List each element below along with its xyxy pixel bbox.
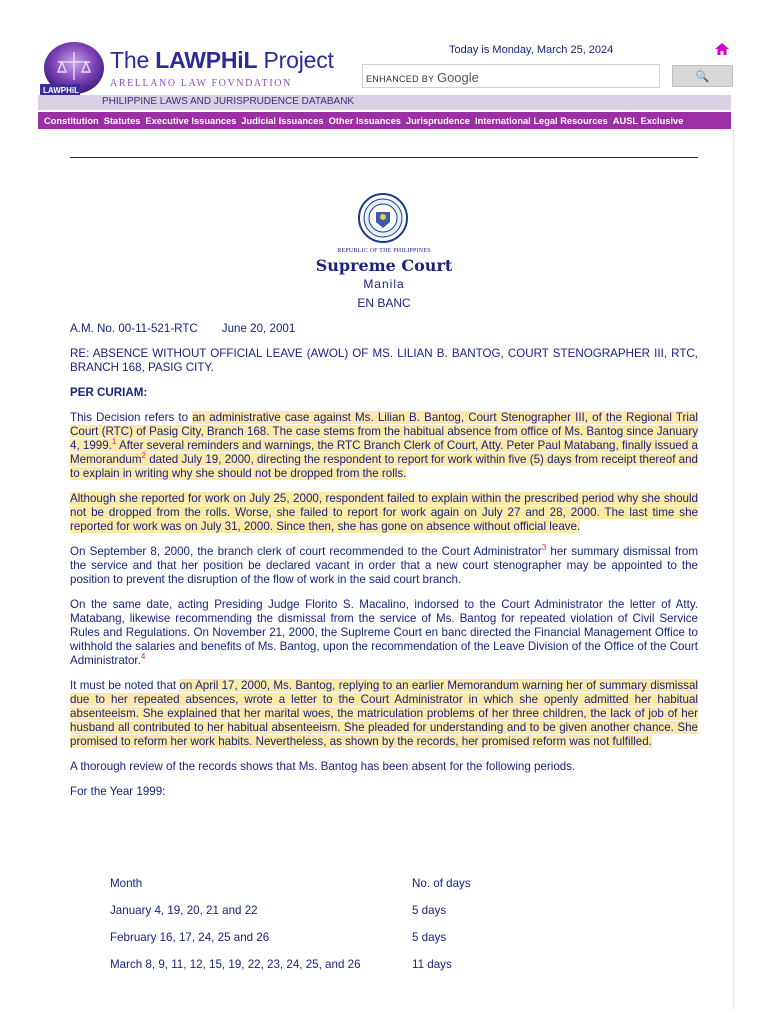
nav-statutes[interactable]: Statutes [103,115,141,126]
divider-rule [70,157,698,158]
p1-text-a: This Decision refers to [70,411,193,424]
footnote-4-link[interactable]: 4 [140,652,146,662]
case-title: RE: ABSENCE WITHOUT OFFICIAL LEAVE (AWOL) OF MS. LILIAN B. BANTOG, COURT STENOGRAPHER III, RTC, BRANCH 168, PASIG CITY. [70,347,698,374]
paragraph-5 [70,679,698,749]
p1-text-f: for [431,453,445,466]
foundation-name: ARELLANO LAW FOVNDATION [110,78,292,89]
today-date: Today is Monday, March 25, 2024 [449,44,614,56]
row-month: March 8, 9, 11, 12, 15, 19, 22, 23, 24, 25, and 26 [110,958,361,971]
p3-text-b: her summary dismissal from the service and that her position be declared vacant in order that a new court stenographer may be appointed to the position to prevent the disruption of the flow of work in the said court branch. [70,545,699,586]
p5-highlight: on April 17, 2000, Ms. Bantog, replying to an earlier Memorandum warning her of summary dismissal due to her repeated absences, wrote a letter to the Court Administrator in which she openly admitted her habitual absenteeism. She explained that her marital woes, the matriculation problems of her three children, the lack of job of her husband all contributed to her habitual absenteeism. She pleaded for understanding and to be given another chance. She promised to reform her work habits. Nevertheless, as shown by the records, her promised reform was not fulfilled. [70,679,698,748]
google-label: Google [436,70,479,85]
brand-prefix: The [110,47,156,73]
home-icon[interactable] [714,42,730,56]
supreme-court-seal-icon [357,192,409,244]
p1-text-d: After several reminders and warnings, the RTC Branch Clerk of Court, Atty. Peter Paul Matabang, finally issued a Memorandum [70,439,699,466]
header-days: No. of days [412,877,471,890]
court-division: EN BANC [357,296,411,310]
p4-text-a: On the same date, acting Presiding Judge Florito S. Macalino, indorsed to the Court Administrator the letter of Atty. Matabang, likewise recommending the dismissal from the service of Ms. Bantog for repeated violation of Civil Service Rules and Regulations. On November 21, 2000, the Suplreme Court en banc directed the Financial Management Office to withhold the salaries and benefits of Ms. Bantog, upon the recommendation of the Leave Division of the Office of the Court Administrator. [70,598,698,667]
case-number: A.M. No. 00-11-521-RTC [70,322,198,335]
paragraph-1 [70,411,698,481]
search-label-prefix: ENHANCED BY [366,74,435,84]
row-days: 5 days [412,904,447,917]
p1-text-e: dated July 19, 2000, directing the respondent to report [145,453,432,466]
row-days: 5 days [412,931,447,944]
decision-body [70,322,698,810]
p2-highlight: Although she reported for work on July 25, 2000, respondent failed to explain within the prescribed period why she should not be dropped from the rolls. Worse, she failed to report for work again on July 27 and 28, 2000. The last time she reported for work was on July 31, 2000. Since then, she has gone on absence without official leave. [70,492,698,533]
paragraph-4 [70,598,698,668]
brand-title[interactable] [110,47,334,74]
site-header [0,0,768,130]
row-month: February 16, 17, 24, 25 and 26 [110,931,270,944]
brand-suffix: Project [257,47,334,73]
nav-jurisprudence[interactable]: Jurisprudence [405,115,470,126]
p1-text-g: work within five (5) days from receipt thereof and to explain in writing why she should not be dropped from the rolls. [70,453,698,480]
lawphil-logo-icon[interactable] [38,40,106,102]
court-name: Supreme Court [315,256,453,275]
court-city: Manila [363,277,405,291]
brand-bold: LAWPHiL [155,47,258,73]
absence-table [110,870,471,978]
search-button[interactable]: 🔍 [672,65,733,87]
logo-text: LAWPHiL [43,86,79,95]
nav-international-legal-resources[interactable]: International Legal Resources [474,115,608,126]
nav-executive-issuances[interactable]: Executive Issuances [145,115,237,126]
row-days: 11 days [412,958,452,971]
republic-label: REPUBLIC OF THE PHILIPPINES [337,248,431,254]
table-header-row [110,870,471,897]
table-row [110,924,471,951]
paragraph-3 [70,545,698,587]
p1-text-c: The case stems from the habitual absence from office of Ms. Bantog since January 4, 1999. [70,425,698,452]
table-row [110,897,471,924]
header-month: Month [110,877,143,890]
row-month: January 4, 19, 20, 21 and 22 [110,904,258,917]
footnote-1-link[interactable]: 1 [111,437,117,447]
nav-ausl-exclusive[interactable]: AUSL Exclusive [612,115,684,126]
databank-label: PHILIPPINE LAWS AND JURISPRUDENCE DATABANK [102,96,355,107]
case-date: June 20, 2001 [221,322,296,335]
nav-other-issuances[interactable]: Other Issuances [328,115,401,126]
p1-text-b: an administrative case against Ms. Lilian B. Bantog, Court Stenographer III, of the Regional Trial Court (RTC) of Pasig City, Branch 168. [70,411,698,438]
footnote-3-link[interactable]: 3 [541,543,547,553]
paragraph-7: For the Year 1999: [70,785,166,798]
case-line [70,322,698,336]
p5-text-a: It must be noted that [70,679,180,692]
nav-menu [0,112,768,129]
per-curiam-heading: PER CURIAM: [70,386,148,399]
paragraph-6: A thorough review of the records shows that Ms. Bantog has been absent for the following periods. [70,760,576,773]
p3-text-a: On September 8, 2000, the branch clerk of court recommended to the Court Administrator [70,545,542,558]
nav-constitution[interactable]: Constitution [44,115,99,126]
nav-judicial-issuances[interactable]: Judicial Issuances [241,115,324,126]
paragraph-2 [70,492,698,534]
footnote-2-link[interactable]: 2 [141,451,146,461]
search-branding [366,70,479,85]
table-row [110,951,471,978]
